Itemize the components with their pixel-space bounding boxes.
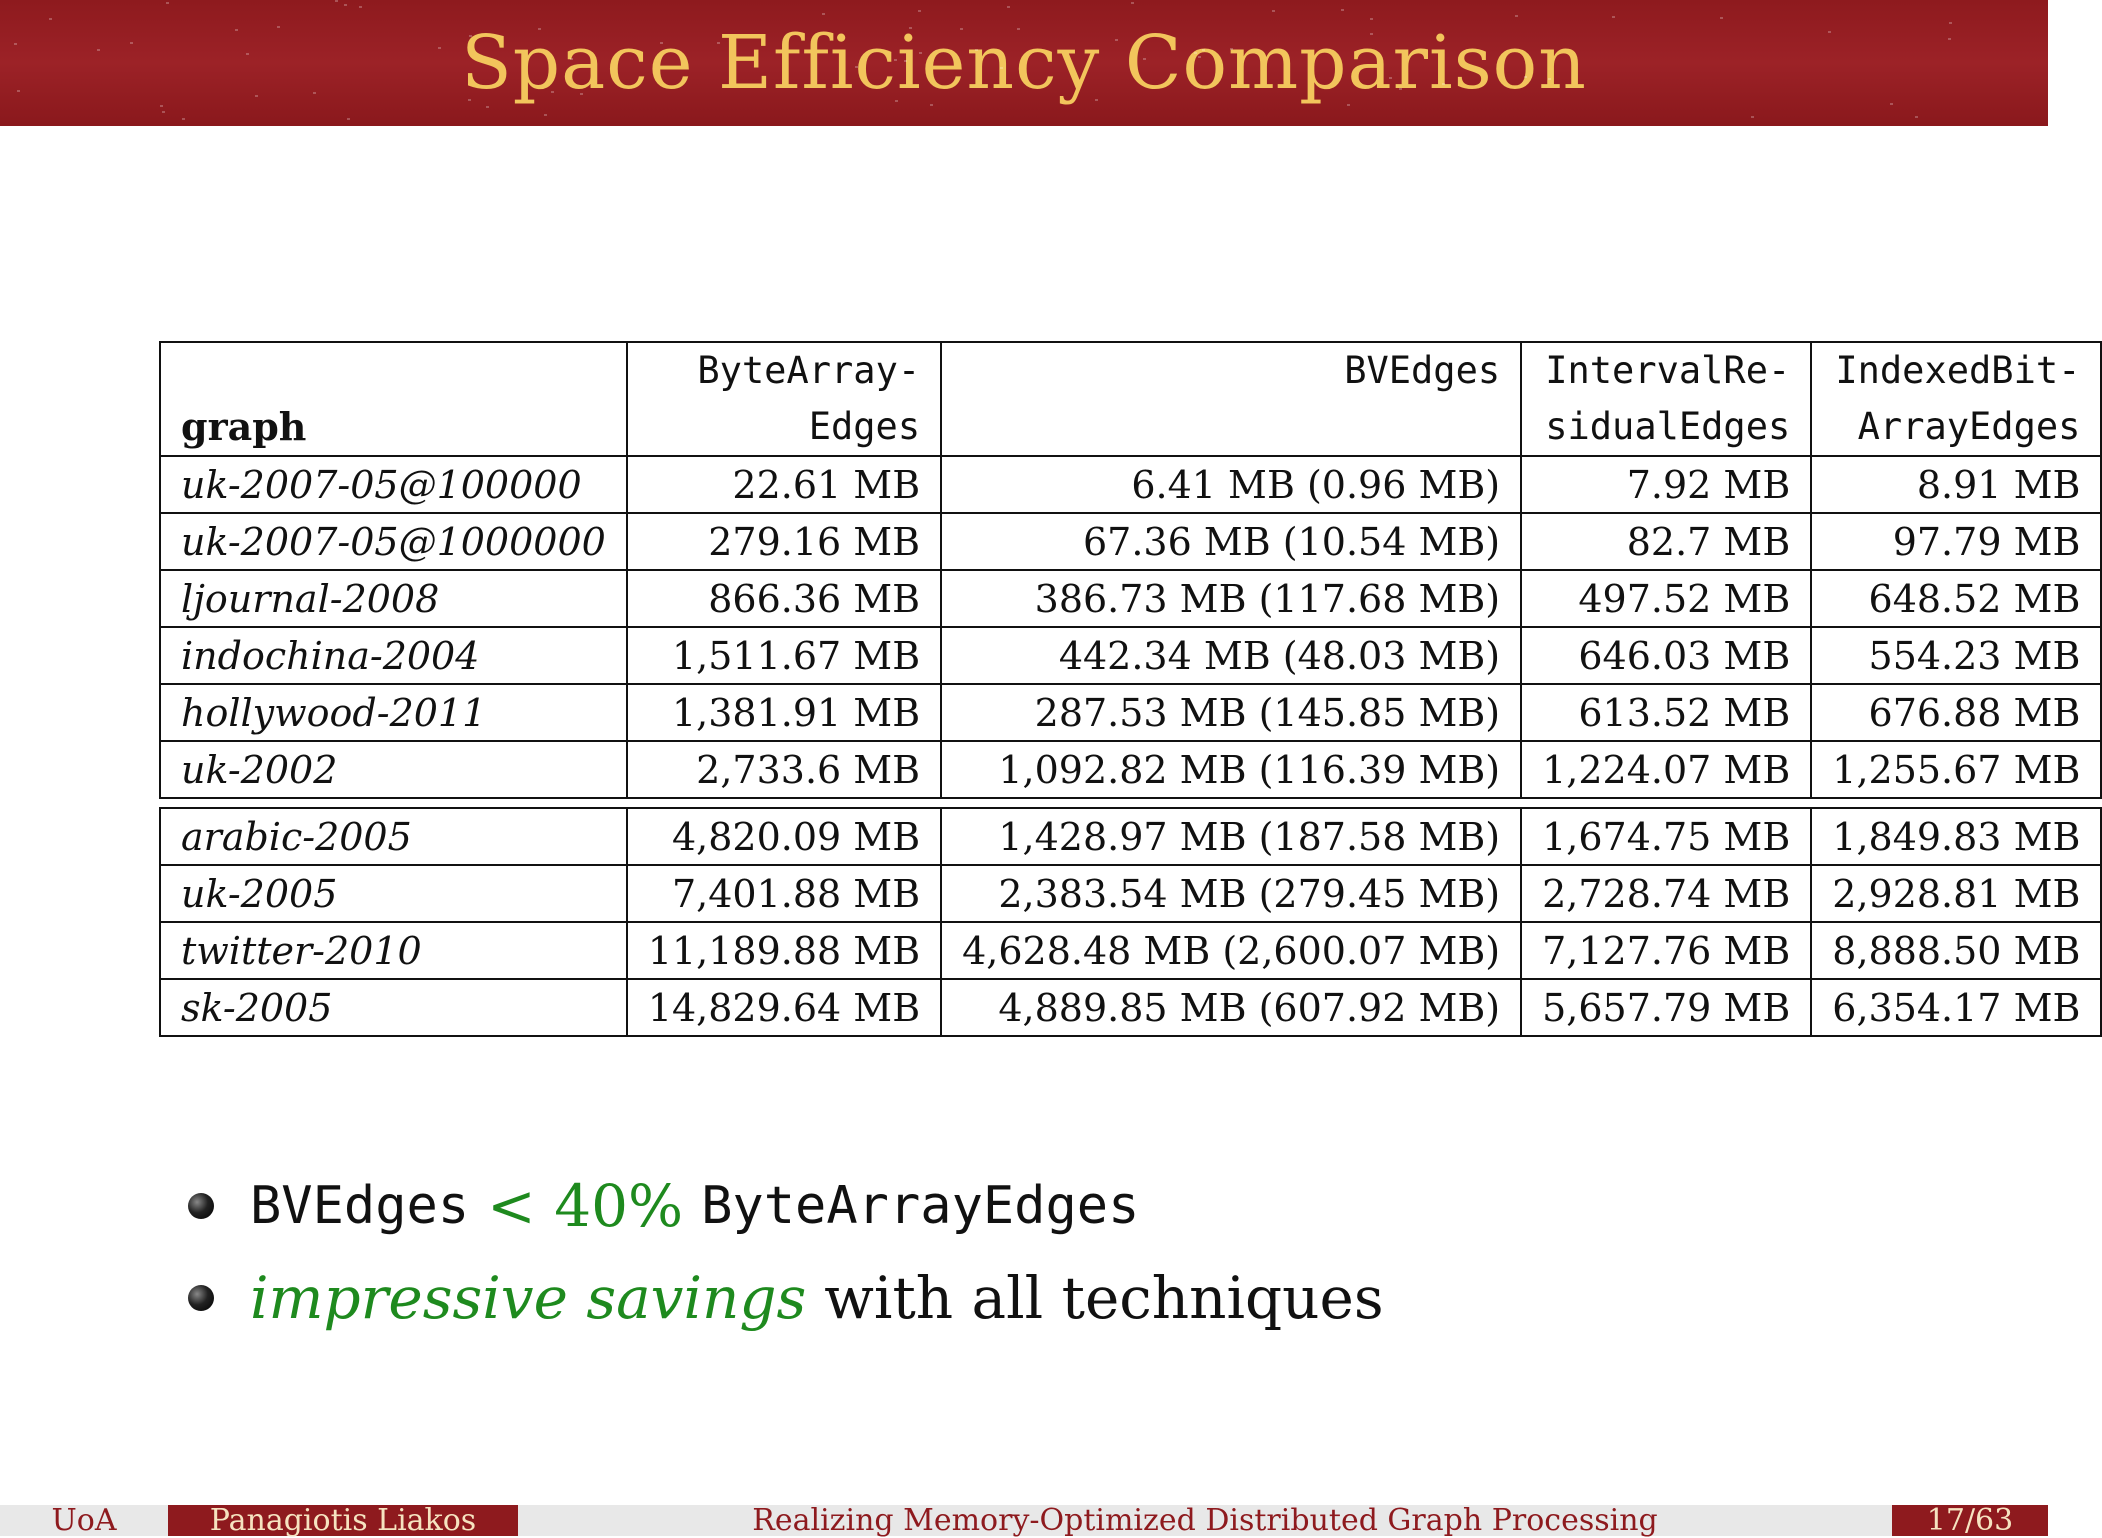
- cell-bvedges: 287.53 MB (145.85 MB): [941, 684, 1521, 741]
- cell-intervalresidual: 497.52 MB: [1521, 570, 1811, 627]
- cell-graph: arabic-2005: [160, 808, 627, 865]
- texture-speck: [960, 28, 963, 30]
- bullet-list: [188, 1160, 1384, 1344]
- texture-speck: [359, 6, 362, 8]
- texture-speck: [246, 53, 249, 55]
- texture-speck: [894, 59, 897, 61]
- cell-bytearray: 2,733.6 MB: [627, 741, 941, 798]
- texture-speck: [919, 52, 922, 54]
- cell-bytearray: 11,189.88 MB: [627, 922, 941, 979]
- texture-speck: [469, 35, 472, 37]
- texture-speck: [1198, 56, 1201, 58]
- texture-speck: [904, 60, 907, 62]
- cell-graph: hollywood-2011: [160, 684, 627, 741]
- texture-speck: [1389, 77, 1392, 79]
- cell-bvedges: 6.41 MB (0.96 MB): [941, 456, 1521, 513]
- texture-speck: [130, 42, 133, 44]
- cell-graph: uk-2007-05@100000: [160, 456, 627, 513]
- texture-speck: [1370, 18, 1373, 20]
- texture-speck: [660, 42, 663, 44]
- cell-bvedges: 1,092.82 MB (116.39 MB): [941, 741, 1521, 798]
- texture-speck: [1612, 16, 1615, 18]
- header-intervalresidualedges: IntervalRe- sidualEdges: [1521, 342, 1811, 456]
- header-bytearrayedges: ByteArray- Edges: [627, 342, 941, 456]
- cell-intervalresidual: 7,127.76 MB: [1521, 922, 1811, 979]
- table-row: [160, 684, 2101, 741]
- texture-speck: [1915, 116, 1918, 118]
- bullet-item: [188, 1252, 1384, 1344]
- texture-speck: [822, 13, 825, 15]
- texture-speck: [468, 99, 471, 101]
- cell-graph: uk-2007-05@1000000: [160, 513, 627, 570]
- texture-speck: [855, 66, 858, 68]
- texture-speck: [255, 95, 258, 97]
- cell-graph: ljournal-2008: [160, 570, 627, 627]
- cell-intervalresidual: 82.7 MB: [1521, 513, 1811, 570]
- texture-speck: [235, 29, 238, 31]
- texture-speck: [909, 27, 912, 29]
- texture-speck: [14, 43, 17, 45]
- texture-speck: [1828, 31, 1831, 33]
- table-row: [160, 627, 2101, 684]
- texture-speck: [975, 49, 978, 51]
- cell-graph: sk-2005: [160, 979, 627, 1036]
- cell-bytearray: 22.61 MB: [627, 456, 941, 513]
- texture-speck: [895, 100, 898, 102]
- texture-speck: [347, 118, 350, 120]
- table-row: [160, 865, 2101, 922]
- cell-graph: indochina-2004: [160, 627, 627, 684]
- cell-indexedbitarray: 8,888.50 MB: [1811, 922, 2101, 979]
- texture-speck: [335, 0, 338, 2]
- cell-bvedges: 442.34 MB (48.03 MB): [941, 627, 1521, 684]
- cell-bvedges: 67.36 MB (10.54 MB): [941, 513, 1521, 570]
- cell-intervalresidual: 7.92 MB: [1521, 456, 1811, 513]
- cell-intervalresidual: 646.03 MB: [1521, 627, 1811, 684]
- cell-indexedbitarray: 97.79 MB: [1811, 513, 2101, 570]
- footer-author: Panagiotis Liakos: [168, 1505, 518, 1536]
- texture-speck: [438, 47, 441, 49]
- texture-speck: [1131, 2, 1134, 4]
- table-row: [160, 922, 2101, 979]
- texture-speck: [1000, 67, 1003, 69]
- texture-speck: [1515, 15, 1518, 17]
- cell-bvedges: 386.73 MB (117.68 MB): [941, 570, 1521, 627]
- texture-speck: [1341, 9, 1344, 11]
- cell-bytearray: 7,401.88 MB: [627, 865, 941, 922]
- header-graph: graph: [160, 342, 627, 456]
- texture-speck: [313, 92, 316, 94]
- texture-speck: [570, 58, 573, 60]
- table-row: [160, 979, 2101, 1036]
- table-row: [160, 741, 2101, 798]
- header-bvedges: BVEdges: [941, 342, 1521, 456]
- texture-speck: [1890, 103, 1893, 105]
- footer-talk-title: Realizing Memory-Optimized Distributed Graph Processing: [518, 1505, 1892, 1536]
- bullet-1-reference: ByteArrayEdges: [701, 1176, 1140, 1236]
- table-header-row: [160, 342, 2101, 456]
- cell-indexedbitarray: 6,354.17 MB: [1811, 979, 2101, 1036]
- texture-speck: [160, 105, 163, 107]
- cell-indexedbitarray: 676.88 MB: [1811, 684, 2101, 741]
- slide-title: Space Efficiency Comparison: [461, 20, 1587, 106]
- cell-indexedbitarray: 554.23 MB: [1811, 627, 2101, 684]
- texture-speck: [1524, 76, 1527, 78]
- cell-intervalresidual: 2,728.74 MB: [1521, 865, 1811, 922]
- cell-intervalresidual: 5,657.79 MB: [1521, 979, 1811, 1036]
- cell-bytearray: 1,381.91 MB: [627, 684, 941, 741]
- bullet-1-comparison: < 40%: [487, 1172, 684, 1240]
- header-indexedbitarrayedges: IndexedBit- ArrayEdges: [1811, 342, 2101, 456]
- cell-bytearray: 14,829.64 MB: [627, 979, 941, 1036]
- texture-speck: [1399, 88, 1402, 90]
- cell-graph: uk-2002: [160, 741, 627, 798]
- bullet-2-text: with all techniques: [824, 1264, 1384, 1332]
- texture-speck: [1007, 6, 1010, 8]
- texture-speck: [930, 104, 933, 106]
- texture-speck: [1347, 104, 1350, 106]
- texture-speck: [97, 49, 100, 51]
- texture-speck: [344, 4, 347, 6]
- bullet-1-term: BVEdges: [250, 1176, 470, 1236]
- texture-speck: [1202, 49, 1205, 51]
- texture-speck: [1115, 39, 1118, 41]
- texture-speck: [17, 90, 20, 92]
- cell-indexedbitarray: 1,849.83 MB: [1811, 808, 2101, 865]
- cell-bytearray: 4,820.09 MB: [627, 808, 941, 865]
- texture-speck: [1143, 58, 1146, 60]
- separator-cell: [160, 798, 2101, 808]
- texture-speck: [162, 111, 165, 113]
- texture-speck: [1095, 99, 1098, 101]
- cell-indexedbitarray: 8.91 MB: [1811, 456, 2101, 513]
- bullet-ball-icon: [188, 1193, 214, 1219]
- cell-intervalresidual: 613.52 MB: [1521, 684, 1811, 741]
- texture-speck: [1751, 116, 1754, 118]
- texture-speck: [544, 114, 547, 116]
- cell-graph: twitter-2010: [160, 922, 627, 979]
- texture-speck: [1442, 83, 1445, 85]
- table-row: [160, 513, 2101, 570]
- texture-speck: [538, 28, 541, 30]
- texture-speck: [166, 2, 169, 4]
- table-group-separator: [160, 798, 2101, 808]
- texture-speck: [277, 26, 280, 28]
- texture-speck: [1949, 22, 1952, 24]
- texture-speck: [49, 18, 52, 20]
- table-row: [160, 570, 2101, 627]
- footer-institution: UoA: [0, 1505, 168, 1536]
- cell-indexedbitarray: 2,928.81 MB: [1811, 865, 2101, 922]
- footer-page-number: 17/63: [1892, 1505, 2048, 1536]
- texture-speck: [1272, 10, 1275, 12]
- cell-intervalresidual: 1,674.75 MB: [1521, 808, 1811, 865]
- texture-speck: [182, 118, 185, 120]
- cell-graph: uk-2005: [160, 865, 627, 922]
- texture-speck: [1194, 52, 1197, 54]
- cell-bytearray: 279.16 MB: [627, 513, 941, 570]
- texture-speck: [1548, 78, 1551, 80]
- texture-speck: [486, 106, 489, 108]
- cell-bytearray: 866.36 MB: [627, 570, 941, 627]
- texture-speck: [918, 10, 921, 12]
- bullet-item: [188, 1160, 1384, 1252]
- bullet-2-emphasis: impressive savings: [250, 1264, 807, 1332]
- cell-indexedbitarray: 648.52 MB: [1811, 570, 2101, 627]
- table-row: [160, 808, 2101, 865]
- cell-bvedges: 4,889.85 MB (607.92 MB): [941, 979, 1521, 1036]
- space-efficiency-table: [159, 341, 2102, 1037]
- texture-speck: [551, 91, 554, 93]
- table-row: [160, 456, 2101, 513]
- texture-speck: [1230, 48, 1233, 50]
- texture-speck: [1017, 28, 1020, 30]
- texture-speck: [717, 42, 720, 44]
- texture-speck: [580, 93, 583, 95]
- footer-bar: [0, 1505, 2048, 1536]
- texture-speck: [1720, 17, 1723, 19]
- bullet-ball-icon: [188, 1285, 214, 1311]
- cell-bytearray: 1,511.67 MB: [627, 627, 941, 684]
- cell-bvedges: 4,628.48 MB (2,600.07 MB): [941, 922, 1521, 979]
- texture-speck: [1948, 38, 1951, 40]
- cell-intervalresidual: 1,224.07 MB: [1521, 741, 1811, 798]
- title-bar: [0, 0, 2048, 126]
- cell-bvedges: 1,428.97 MB (187.58 MB): [941, 808, 1521, 865]
- cell-indexedbitarray: 1,255.67 MB: [1811, 741, 2101, 798]
- texture-speck: [1370, 33, 1373, 35]
- cell-bvedges: 2,383.54 MB (279.45 MB): [941, 865, 1521, 922]
